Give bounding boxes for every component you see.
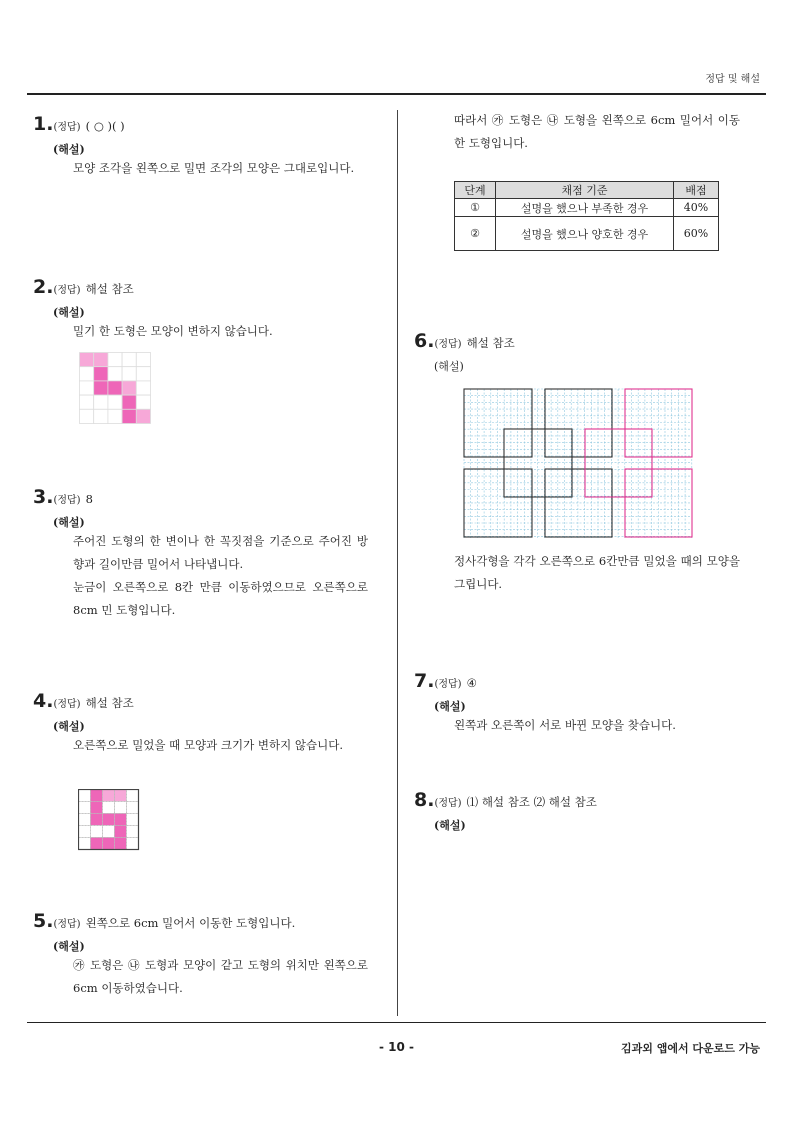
grid-cell — [108, 395, 122, 409]
grid-cell — [108, 353, 122, 367]
footer-note: 김과외 앱에서 다운로드 가능 — [621, 1042, 760, 1055]
question-3 — [33, 486, 368, 622]
grid-cell — [79, 838, 91, 850]
grid-cell — [136, 395, 150, 409]
grid-cell — [91, 790, 103, 802]
grid-cell — [80, 409, 94, 423]
grid-cell — [127, 838, 139, 850]
question-number: 7. — [414, 670, 435, 692]
question-7 — [414, 670, 749, 737]
grid-cell — [115, 838, 127, 850]
square-outline — [464, 389, 532, 457]
grid-cell — [80, 367, 94, 381]
explanation-label: (해설) — [53, 516, 85, 529]
square-outline — [585, 429, 652, 497]
explanation-text: 눈금이 오른쪽으로 8칸 만큼 이동하였으므로 오른쪽으로 8cm 민 도형입니다. — [73, 580, 368, 617]
explanation-text: 왼쪽과 오른쪽이 서로 바뀐 모양을 찾습니다. — [454, 718, 676, 732]
explanation-label: (해설) — [434, 819, 466, 832]
header-rule — [27, 93, 766, 95]
question-number: 8. — [414, 789, 435, 811]
explanation-label: (해설) — [53, 940, 85, 953]
answer-text: 왼쪽으로 6cm 밀어서 이동한 도형입니다. — [85, 916, 296, 930]
grid-cell — [136, 381, 150, 395]
answer-tag: (정답) — [53, 699, 81, 710]
grid-cell — [79, 790, 91, 802]
answer-tag: (정답) — [434, 679, 462, 690]
square-outline — [504, 429, 572, 497]
grid-cell — [127, 814, 139, 826]
question-4 — [33, 690, 368, 757]
q5-explanation-continued: 따라서 ㉮ 도형은 ㉯ 도형을 왼쪽으로 6cm 밀어서 이동한 도형입니다. — [454, 113, 740, 150]
grid-cell — [108, 367, 122, 381]
answer-tag: (정답) — [434, 339, 462, 350]
grid-cell — [91, 802, 103, 814]
question-number: 5. — [33, 910, 54, 932]
answer-text: 8 — [85, 492, 93, 506]
grid-cell — [94, 367, 108, 381]
explanation-label: (해설) — [53, 143, 85, 156]
column-divider — [397, 110, 398, 1016]
question-1 — [33, 113, 368, 180]
table-row: ① 설명을 했으나 부족한 경우 40% — [455, 199, 719, 217]
footer-rule — [27, 1022, 766, 1023]
grid-cell — [127, 826, 139, 838]
grid-cell — [122, 395, 136, 409]
table-header: 단계 — [455, 182, 496, 199]
question-number: 6. — [414, 330, 435, 352]
grid-cell — [103, 838, 115, 850]
grid-cell — [108, 409, 122, 423]
grid-cell — [94, 381, 108, 395]
grid-cell — [103, 802, 115, 814]
answer-text: ⑴ 해설 참조 ⑵ 해설 참조 — [466, 795, 597, 809]
question-number: 4. — [33, 690, 54, 712]
grid-cell — [94, 409, 108, 423]
grid-cell — [91, 838, 103, 850]
answer-tag: (정답) — [53, 285, 81, 296]
grid-cell — [80, 353, 94, 367]
grid-cell — [122, 353, 136, 367]
grid-cell — [115, 814, 127, 826]
grid-cell — [103, 826, 115, 838]
grid-cell — [94, 353, 108, 367]
grid-cell — [91, 826, 103, 838]
grid-cell — [127, 802, 139, 814]
grid-cell — [136, 353, 150, 367]
grid-cell — [103, 814, 115, 826]
question-number: 3. — [33, 486, 54, 508]
scoring-table — [454, 181, 719, 251]
grid-cell — [91, 814, 103, 826]
explanation-label: (해설) — [434, 360, 464, 373]
answer-text: 해설 참조 — [85, 282, 134, 296]
q6-grid-figure — [463, 388, 695, 540]
grid-cell — [79, 814, 91, 826]
answer-tag: (정답) — [53, 122, 81, 133]
table-header: 배점 — [674, 182, 719, 199]
explanation-text: ㉮ 도형은 ㉯ 도형과 모양이 같고 도형의 위치만 왼쪽으로 6cm 이동하였습니다. — [73, 958, 368, 995]
grid-cell — [136, 409, 150, 423]
q2-slide-figure — [79, 352, 151, 424]
grid-cell — [122, 367, 136, 381]
explanation-text: 모양 조각을 왼쪽으로 밀면 조각의 모양은 그대로입니다. — [73, 161, 355, 175]
grid-cell — [94, 395, 108, 409]
explanation-label: (해설) — [434, 700, 466, 713]
grid-cell — [115, 802, 127, 814]
question-2 — [33, 276, 368, 343]
grid-cell — [80, 381, 94, 395]
grid-cell — [108, 381, 122, 395]
question-8 — [414, 789, 597, 833]
answer-text: 해설 참조 — [85, 696, 134, 710]
grid-cell — [115, 790, 127, 802]
explanation-label: (해설) — [53, 720, 85, 733]
grid-cell — [122, 381, 136, 395]
answer-tag: (정답) — [53, 495, 81, 506]
question-number: 1. — [33, 113, 54, 135]
grid-cell — [122, 409, 136, 423]
answer-text: 해설 참조 — [466, 336, 515, 350]
page-header-title: 정답 및 해설 — [705, 74, 760, 85]
grid-cell — [103, 790, 115, 802]
answer-tag: (정답) — [53, 919, 81, 930]
table-row: ② 설명을 했으나 양호한 경우 60% — [455, 217, 719, 251]
answer-text: ( ○ )( ) — [85, 119, 125, 133]
grid-cell — [80, 395, 94, 409]
explanation-text: 주어진 도형의 한 변이나 한 꼭짓점을 기준으로 주어진 방향과 길이만큼 밀어서 나타냅니다. — [73, 534, 368, 571]
question-5 — [33, 910, 368, 1000]
grid-cell — [127, 790, 139, 802]
answer-text: ④ — [466, 676, 477, 690]
explanation-text: 오른쪽으로 밀었을 때 모양과 크기가 변하지 않습니다. — [73, 738, 343, 752]
page-number: - 10 - — [378, 1040, 414, 1054]
question-6 — [414, 330, 515, 374]
q4-figure-5 — [78, 789, 140, 851]
grid-cell — [79, 826, 91, 838]
grid-cell — [115, 826, 127, 838]
answer-tag: (정답) — [434, 798, 462, 809]
q6-explanation-text: 정사각형을 각각 오른쪽으로 6칸만큼 밀었을 때의 모양을 그립니다. — [454, 554, 740, 591]
table-header: 채점 기준 — [496, 182, 674, 199]
grid-cell — [136, 367, 150, 381]
explanation-label: (해설) — [53, 306, 85, 319]
grid-cell — [79, 802, 91, 814]
square-outline — [545, 389, 612, 457]
question-number: 2. — [33, 276, 54, 298]
explanation-text: 밀기 한 도형은 모양이 변하지 않습니다. — [73, 324, 273, 338]
